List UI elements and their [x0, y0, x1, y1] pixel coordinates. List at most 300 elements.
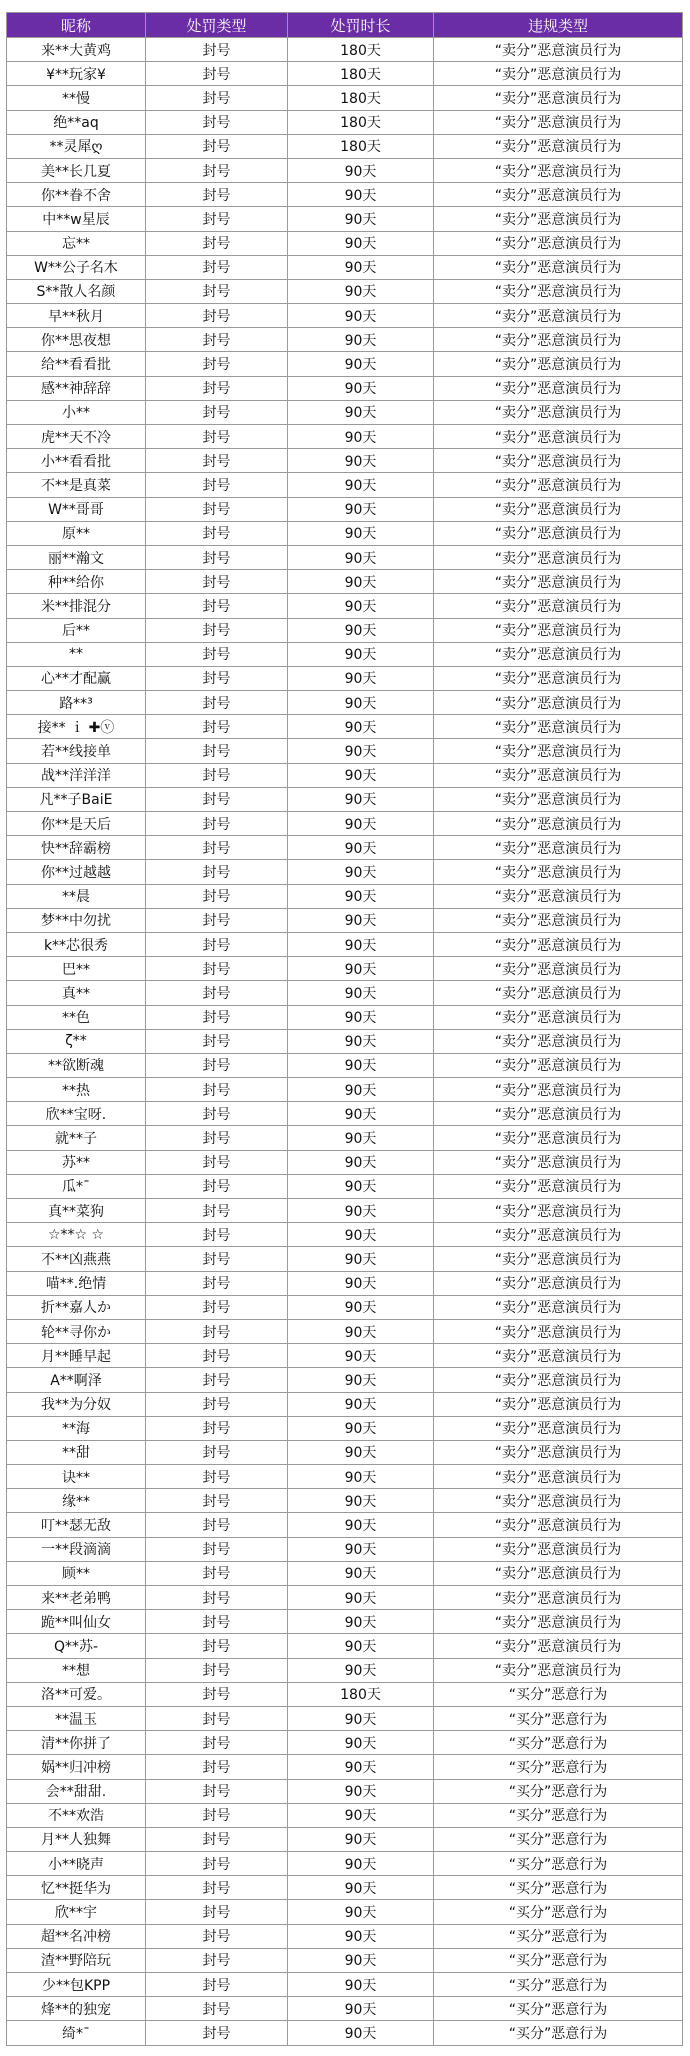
cell-nickname: 小** [7, 400, 146, 424]
table-row [7, 1803, 683, 1827]
table-row [7, 1827, 683, 1851]
cell-penalty-duration: 90天 [288, 473, 434, 497]
cell-nickname: 忘** [7, 231, 146, 255]
cell-violation-type: “卖分”恶意演员行为 [434, 38, 683, 62]
cell-nickname: 烽**的独宠 [7, 1997, 146, 2021]
table-row [7, 1005, 683, 1029]
cell-nickname: W**公子名木 [7, 255, 146, 279]
table-row [7, 497, 683, 521]
cell-penalty-duration: 90天 [288, 1319, 434, 1343]
cell-nickname: 叮**瑟无敌 [7, 1513, 146, 1537]
cell-penalty-type: 封号 [146, 134, 288, 158]
cell-penalty-duration: 180天 [288, 38, 434, 62]
cell-violation-type: “买分”恶意行为 [434, 1876, 683, 1900]
cell-violation-type: “卖分”恶意演员行为 [434, 1440, 683, 1464]
table-row [7, 1078, 683, 1102]
cell-penalty-type: 封号 [146, 836, 288, 860]
cell-violation-type: “买分”恶意行为 [434, 1997, 683, 2021]
cell-penalty-duration: 180天 [288, 62, 434, 86]
cell-penalty-type: 封号 [146, 473, 288, 497]
cell-nickname: 中**w星辰 [7, 207, 146, 231]
table-row [7, 304, 683, 328]
table-row [7, 1610, 683, 1634]
cell-violation-type: “卖分”恶意演员行为 [434, 255, 683, 279]
table-row [7, 1973, 683, 1997]
cell-penalty-type: 封号 [146, 1295, 288, 1319]
cell-nickname: 来**大黄鸡 [7, 38, 146, 62]
cell-nickname: 巴** [7, 957, 146, 981]
table-row [7, 400, 683, 424]
table-row [7, 545, 683, 569]
cell-nickname: 小**晓声 [7, 1852, 146, 1876]
cell-penalty-type: 封号 [146, 860, 288, 884]
cell-violation-type: “卖分”恶意演员行为 [434, 1319, 683, 1343]
cell-penalty-type: 封号 [146, 183, 288, 207]
cell-nickname: 给**看看批 [7, 352, 146, 376]
penalty-table [6, 12, 683, 2046]
cell-violation-type: “卖分”恶意演员行为 [434, 62, 683, 86]
cell-penalty-type: 封号 [146, 1271, 288, 1295]
cell-penalty-type: 封号 [146, 1803, 288, 1827]
cell-violation-type: “卖分”恶意演员行为 [434, 231, 683, 255]
cell-nickname: 渣**野陪玩 [7, 1948, 146, 1972]
cell-penalty-duration: 90天 [288, 763, 434, 787]
cell-penalty-type: 封号 [146, 812, 288, 836]
cell-penalty-duration: 90天 [288, 1005, 434, 1029]
table-row [7, 352, 683, 376]
cell-penalty-duration: 180天 [288, 1682, 434, 1706]
cell-penalty-type: 封号 [146, 1924, 288, 1948]
cell-nickname: 种**给你 [7, 570, 146, 594]
cell-penalty-duration: 90天 [288, 1827, 434, 1851]
table-row [7, 376, 683, 400]
cell-penalty-duration: 90天 [288, 255, 434, 279]
cell-penalty-type: 封号 [146, 666, 288, 690]
cell-nickname: 会**甜甜. [7, 1779, 146, 1803]
cell-violation-type: “卖分”恶意演员行为 [434, 328, 683, 352]
header-nickname: 昵称 [7, 13, 146, 38]
cell-violation-type: “卖分”恶意演员行为 [434, 981, 683, 1005]
cell-nickname: **慢 [7, 86, 146, 110]
cell-penalty-duration: 90天 [288, 231, 434, 255]
cell-violation-type: “卖分”恶意演员行为 [434, 86, 683, 110]
cell-penalty-duration: 90天 [288, 787, 434, 811]
cell-penalty-type: 封号 [146, 618, 288, 642]
table-row [7, 1102, 683, 1126]
table-row [7, 1682, 683, 1706]
table-row [7, 1537, 683, 1561]
cell-penalty-duration: 90天 [288, 932, 434, 956]
cell-penalty-type: 封号 [146, 1392, 288, 1416]
cell-penalty-duration: 180天 [288, 110, 434, 134]
cell-penalty-type: 封号 [146, 957, 288, 981]
cell-nickname: 顾** [7, 1561, 146, 1585]
cell-violation-type: “卖分”恶意演员行为 [434, 1513, 683, 1537]
cell-violation-type: “卖分”恶意演员行为 [434, 110, 683, 134]
table-row [7, 38, 683, 62]
table-row [7, 594, 683, 618]
cell-penalty-type: 封号 [146, 255, 288, 279]
cell-nickname: 我**为分奴 [7, 1392, 146, 1416]
cell-nickname: 欣**宝呀. [7, 1102, 146, 1126]
cell-penalty-duration: 90天 [288, 1416, 434, 1440]
cell-nickname: 早**秋月 [7, 304, 146, 328]
table-row [7, 425, 683, 449]
cell-penalty-duration: 90天 [288, 521, 434, 545]
cell-nickname: Q**苏- [7, 1634, 146, 1658]
cell-nickname: 清**你拼了 [7, 1731, 146, 1755]
cell-penalty-duration: 90天 [288, 1924, 434, 1948]
cell-violation-type: “卖分”恶意演员行为 [434, 691, 683, 715]
cell-nickname: 你**思夜想 [7, 328, 146, 352]
cell-penalty-duration: 90天 [288, 1513, 434, 1537]
cell-violation-type: “卖分”恶意演员行为 [434, 352, 683, 376]
cell-penalty-type: 封号 [146, 787, 288, 811]
cell-violation-type: “卖分”恶意演员行为 [434, 1416, 683, 1440]
cell-nickname: **甜 [7, 1440, 146, 1464]
cell-penalty-duration: 90天 [288, 425, 434, 449]
cell-penalty-duration: 90天 [288, 1973, 434, 1997]
cell-penalty-duration: 90天 [288, 1368, 434, 1392]
cell-penalty-duration: 90天 [288, 1803, 434, 1827]
cell-penalty-duration: 90天 [288, 1586, 434, 1610]
table-row [7, 908, 683, 932]
cell-nickname: 接** ｉ ✚ⓥ [7, 715, 146, 739]
cell-violation-type: “买分”恶意行为 [434, 1779, 683, 1803]
cell-penalty-duration: 90天 [288, 449, 434, 473]
table-row [7, 1319, 683, 1343]
cell-nickname: S**散人名颜 [7, 279, 146, 303]
cell-penalty-duration: 90天 [288, 908, 434, 932]
cell-nickname: **想 [7, 1658, 146, 1682]
cell-violation-type: “卖分”恶意演员行为 [434, 1489, 683, 1513]
cell-penalty-duration: 90天 [288, 1199, 434, 1223]
cell-nickname: 快**辞霸榜 [7, 836, 146, 860]
table-row [7, 1852, 683, 1876]
cell-nickname: 原** [7, 521, 146, 545]
cell-violation-type: “卖分”恶意演员行为 [434, 1344, 683, 1368]
cell-nickname: 忆**挺华为 [7, 1876, 146, 1900]
cell-penalty-type: 封号 [146, 110, 288, 134]
table-row [7, 1150, 683, 1174]
cell-penalty-type: 封号 [146, 691, 288, 715]
cell-violation-type: “卖分”恶意演员行为 [434, 376, 683, 400]
cell-violation-type: “卖分”恶意演员行为 [434, 1658, 683, 1682]
cell-penalty-type: 封号 [146, 981, 288, 1005]
cell-penalty-duration: 90天 [288, 1610, 434, 1634]
cell-penalty-type: 封号 [146, 570, 288, 594]
cell-penalty-type: 封号 [146, 158, 288, 182]
cell-penalty-duration: 90天 [288, 1537, 434, 1561]
cell-nickname: 你**过越越 [7, 860, 146, 884]
cell-violation-type: “卖分”恶意演员行为 [434, 836, 683, 860]
cell-penalty-duration: 90天 [288, 1489, 434, 1513]
cell-penalty-type: 封号 [146, 932, 288, 956]
cell-nickname: 感**神辞辞 [7, 376, 146, 400]
cell-penalty-type: 封号 [146, 545, 288, 569]
table-row [7, 1344, 683, 1368]
cell-penalty-duration: 90天 [288, 691, 434, 715]
cell-violation-type: “卖分”恶意演员行为 [434, 425, 683, 449]
cell-violation-type: “卖分”恶意演员行为 [434, 1271, 683, 1295]
cell-violation-type: “卖分”恶意演员行为 [434, 957, 683, 981]
cell-nickname: 若**线接单 [7, 739, 146, 763]
header-violation-type: 违规类型 [434, 13, 683, 38]
table-row [7, 2021, 683, 2045]
cell-penalty-duration: 90天 [288, 304, 434, 328]
cell-violation-type: “卖分”恶意演员行为 [434, 1223, 683, 1247]
cell-penalty-type: 封号 [146, 1634, 288, 1658]
cell-nickname: 绮*ˉ [7, 2021, 146, 2045]
cell-nickname: ** [7, 642, 146, 666]
cell-violation-type: “卖分”恶意演员行为 [434, 642, 683, 666]
cell-penalty-duration: 90天 [288, 497, 434, 521]
cell-violation-type: “卖分”恶意演员行为 [434, 739, 683, 763]
cell-penalty-duration: 90天 [288, 207, 434, 231]
cell-penalty-duration: 90天 [288, 2021, 434, 2045]
table-row [7, 1489, 683, 1513]
table-row [7, 449, 683, 473]
cell-violation-type: “卖分”恶意演员行为 [434, 1174, 683, 1198]
cell-penalty-duration: 90天 [288, 1078, 434, 1102]
table-row [7, 1900, 683, 1924]
table-row [7, 279, 683, 303]
cell-penalty-duration: 90天 [288, 1392, 434, 1416]
cell-nickname: k**芯很秀 [7, 932, 146, 956]
cell-penalty-duration: 90天 [288, 666, 434, 690]
cell-penalty-type: 封号 [146, 1561, 288, 1585]
cell-violation-type: “卖分”恶意演员行为 [434, 449, 683, 473]
table-row [7, 691, 683, 715]
cell-penalty-type: 封号 [146, 328, 288, 352]
cell-nickname: 就**子 [7, 1126, 146, 1150]
table-row [7, 1271, 683, 1295]
cell-penalty-type: 封号 [146, 1658, 288, 1682]
cell-penalty-duration: 90天 [288, 642, 434, 666]
table-row [7, 1416, 683, 1440]
cell-penalty-type: 封号 [146, 400, 288, 424]
cell-penalty-type: 封号 [146, 1053, 288, 1077]
cell-penalty-type: 封号 [146, 1150, 288, 1174]
cell-nickname: 瓜*ˉ [7, 1174, 146, 1198]
cell-nickname: 米**排混分 [7, 594, 146, 618]
table-row [7, 231, 683, 255]
cell-penalty-type: 封号 [146, 642, 288, 666]
table-row [7, 1779, 683, 1803]
cell-penalty-duration: 90天 [288, 1900, 434, 1924]
table-row [7, 1755, 683, 1779]
cell-penalty-duration: 90天 [288, 1295, 434, 1319]
cell-violation-type: “卖分”恶意演员行为 [434, 715, 683, 739]
cell-nickname: 美**长几夏 [7, 158, 146, 182]
table-row [7, 666, 683, 690]
table-row [7, 1199, 683, 1223]
cell-violation-type: “卖分”恶意演员行为 [434, 666, 683, 690]
cell-violation-type: “卖分”恶意演员行为 [434, 1053, 683, 1077]
cell-penalty-type: 封号 [146, 1126, 288, 1150]
table-row [7, 763, 683, 787]
cell-nickname: W**哥哥 [7, 497, 146, 521]
cell-penalty-duration: 90天 [288, 1561, 434, 1585]
table-row [7, 836, 683, 860]
cell-penalty-duration: 90天 [288, 1174, 434, 1198]
cell-penalty-type: 封号 [146, 279, 288, 303]
cell-violation-type: “卖分”恶意演员行为 [434, 134, 683, 158]
cell-penalty-duration: 90天 [288, 1706, 434, 1730]
table-row [7, 1295, 683, 1319]
cell-penalty-type: 封号 [146, 1755, 288, 1779]
table-row [7, 1223, 683, 1247]
cell-violation-type: “卖分”恶意演员行为 [434, 787, 683, 811]
cell-nickname: 绝**aq [7, 110, 146, 134]
cell-nickname: 娲**归冲榜 [7, 1755, 146, 1779]
cell-nickname: 缘** [7, 1489, 146, 1513]
cell-penalty-duration: 90天 [288, 352, 434, 376]
header-penalty-type: 处罚类型 [146, 13, 288, 38]
cell-penalty-duration: 90天 [288, 1634, 434, 1658]
cell-violation-type: “卖分”恶意演员行为 [434, 1005, 683, 1029]
cell-penalty-type: 封号 [146, 497, 288, 521]
cell-penalty-duration: 180天 [288, 86, 434, 110]
table-row [7, 1731, 683, 1755]
table-row [7, 1706, 683, 1730]
cell-nickname: 小**看看批 [7, 449, 146, 473]
table-row [7, 110, 683, 134]
cell-violation-type: “卖分”恶意演员行为 [434, 400, 683, 424]
table-row [7, 1029, 683, 1053]
cell-penalty-type: 封号 [146, 1973, 288, 1997]
cell-penalty-type: 封号 [146, 207, 288, 231]
cell-penalty-type: 封号 [146, 1199, 288, 1223]
table-row [7, 1392, 683, 1416]
cell-penalty-type: 封号 [146, 1997, 288, 2021]
cell-penalty-type: 封号 [146, 1731, 288, 1755]
table-row [7, 570, 683, 594]
cell-penalty-type: 封号 [146, 1513, 288, 1537]
cell-nickname: 梦**中勿扰 [7, 908, 146, 932]
cell-violation-type: “买分”恶意行为 [434, 1682, 683, 1706]
cell-violation-type: “买分”恶意行为 [434, 1924, 683, 1948]
cell-penalty-duration: 90天 [288, 884, 434, 908]
cell-penalty-type: 封号 [146, 1029, 288, 1053]
cell-penalty-duration: 90天 [288, 376, 434, 400]
cell-violation-type: “卖分”恶意演员行为 [434, 1368, 683, 1392]
cell-violation-type: “卖分”恶意演员行为 [434, 1392, 683, 1416]
cell-penalty-type: 封号 [146, 1465, 288, 1489]
cell-penalty-duration: 90天 [288, 1465, 434, 1489]
cell-violation-type: “卖分”恶意演员行为 [434, 1078, 683, 1102]
cell-violation-type: “卖分”恶意演员行为 [434, 1029, 683, 1053]
cell-penalty-duration: 90天 [288, 183, 434, 207]
cell-nickname: ☆**☆ ☆ [7, 1223, 146, 1247]
cell-penalty-type: 封号 [146, 1005, 288, 1029]
table-body [7, 38, 683, 2046]
cell-penalty-type: 封号 [146, 376, 288, 400]
cell-penalty-duration: 90天 [288, 1271, 434, 1295]
cell-penalty-type: 封号 [146, 884, 288, 908]
cell-penalty-duration: 90天 [288, 594, 434, 618]
cell-penalty-duration: 90天 [288, 1658, 434, 1682]
cell-violation-type: “卖分”恶意演员行为 [434, 279, 683, 303]
table-row [7, 1174, 683, 1198]
table-row [7, 787, 683, 811]
table-row [7, 715, 683, 739]
cell-penalty-duration: 90天 [288, 957, 434, 981]
cell-violation-type: “卖分”恶意演员行为 [434, 1295, 683, 1319]
cell-penalty-duration: 180天 [288, 134, 434, 158]
cell-penalty-duration: 90天 [288, 1779, 434, 1803]
cell-nickname: 不**凶燕燕 [7, 1247, 146, 1271]
cell-penalty-duration: 90天 [288, 1223, 434, 1247]
cell-nickname: **色 [7, 1005, 146, 1029]
cell-penalty-type: 封号 [146, 38, 288, 62]
cell-nickname: 你**眷不舍 [7, 183, 146, 207]
header-penalty-duration: 处罚时长 [288, 13, 434, 38]
cell-penalty-type: 封号 [146, 425, 288, 449]
cell-penalty-type: 封号 [146, 1174, 288, 1198]
cell-penalty-duration: 90天 [288, 158, 434, 182]
table-row [7, 1997, 683, 2021]
cell-nickname: 跪**叫仙女 [7, 1610, 146, 1634]
cell-violation-type: “买分”恶意行为 [434, 1755, 683, 1779]
cell-penalty-type: 封号 [146, 908, 288, 932]
cell-penalty-duration: 90天 [288, 1029, 434, 1053]
cell-nickname: 来**老弟鸭 [7, 1586, 146, 1610]
table-row [7, 860, 683, 884]
cell-penalty-type: 封号 [146, 2021, 288, 2045]
cell-penalty-type: 封号 [146, 1682, 288, 1706]
cell-nickname: **欲断魂 [7, 1053, 146, 1077]
cell-nickname: 洛**可爱。 [7, 1682, 146, 1706]
cell-violation-type: “卖分”恶意演员行为 [434, 860, 683, 884]
cell-violation-type: “卖分”恶意演员行为 [434, 1561, 683, 1585]
cell-violation-type: “卖分”恶意演员行为 [434, 497, 683, 521]
cell-nickname: **晨 [7, 884, 146, 908]
cell-violation-type: “卖分”恶意演员行为 [434, 158, 683, 182]
cell-violation-type: “卖分”恶意演员行为 [434, 1126, 683, 1150]
cell-nickname: 丽**瀚文 [7, 545, 146, 569]
table-row [7, 981, 683, 1005]
cell-penalty-duration: 90天 [288, 400, 434, 424]
cell-violation-type: “卖分”恶意演员行为 [434, 932, 683, 956]
cell-nickname: 真** [7, 981, 146, 1005]
cell-nickname: 月**人独舞 [7, 1827, 146, 1851]
cell-penalty-type: 封号 [146, 594, 288, 618]
cell-penalty-duration: 90天 [288, 618, 434, 642]
table-row [7, 255, 683, 279]
cell-penalty-type: 封号 [146, 1078, 288, 1102]
table-row [7, 183, 683, 207]
cell-penalty-duration: 90天 [288, 1150, 434, 1174]
cell-nickname: 欣**宇 [7, 1900, 146, 1924]
cell-penalty-type: 封号 [146, 1344, 288, 1368]
cell-nickname: 虎**天不冷 [7, 425, 146, 449]
cell-penalty-type: 封号 [146, 1489, 288, 1513]
table-row [7, 473, 683, 497]
cell-nickname: 凡**子BaiE [7, 787, 146, 811]
cell-penalty-duration: 90天 [288, 739, 434, 763]
cell-violation-type: “卖分”恶意演员行为 [434, 207, 683, 231]
cell-violation-type: “卖分”恶意演员行为 [434, 473, 683, 497]
cell-penalty-duration: 90天 [288, 1344, 434, 1368]
cell-violation-type: “卖分”恶意演员行为 [434, 618, 683, 642]
table-header [7, 13, 683, 38]
cell-violation-type: “卖分”恶意演员行为 [434, 763, 683, 787]
cell-nickname: 战**洋洋洋 [7, 763, 146, 787]
table-row [7, 1924, 683, 1948]
table-row [7, 739, 683, 763]
cell-nickname: 轮**寻你か [7, 1319, 146, 1343]
